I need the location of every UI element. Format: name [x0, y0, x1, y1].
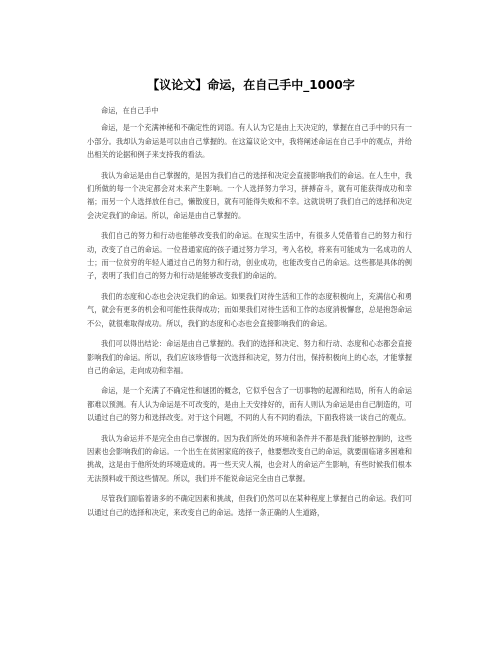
- paragraph: 我们的态度和心态也会决定我们的命运。如果我们对待生活和工作的态度积极向上，充满信心和勇气，就会有更多的机会和可能性获得成功；而如果我们对待生活和工作的态度消极懈怠，总是抱怨命运不公，就很难取得成功。所以，我们的态度和心态也会直接影响我们的命运。: [87, 291, 412, 328]
- paragraph: 尽管我们面临着诸多的不确定因素和挑战，但我们仍然可以在某种程度上掌握自己的命运。我们可以通过自己的选择和决定，来改变自己的命运。选择一条正确的人生道路，: [87, 494, 412, 517]
- document-title: 【议论文】命运，在自己手中_1000字: [147, 78, 355, 92]
- paragraph-subtitle: 命运，在自己手中: [101, 106, 159, 115]
- paragraph: 我们可以得出结论：命运是由自己掌握的。我们的选择和决定、努力和行动、态度和心态都会直接影响我们的命运。所以，我们应该珍惜每一次选择和决定，努力付出，保持积极向上的心态，才能掌握自己的命运，走向成功和幸福。: [87, 339, 412, 375]
- paragraph: 我认为命运是由自己掌握的，是因为我们自己的选择和决定会直接影响我们的命运。在人生中，我们所做的每一个决定都会对未来产生影响。一个人选择努力学习，拼搏奋斗，就有可能获得成功和幸福；而另一个人选择放任自己，懒散度日，就有可能得失败和不幸。这就说明了我们自己的选择和决定会决定我们的命运。所以，命运是由自己掌握的。: [87, 170, 412, 220]
- paragraph: 我们自己的努力和行动也能够改变我们的命运。在现实生活中，有很多人凭借着自己的努力和行动，改变了自己的命运。一位普通家庭的孩子通过努力学习，考入名校，将来有可能成为一名成功的人士；而一位贫穷的年轻人通过自己的努力和行动，创业成功，也能改变自己的命运。这些都是具体的例子，表明了我们自己的努力和行动是能够改变我们的命运的。: [87, 231, 412, 281]
- paragraph: 命运，是一个充满了不确定性和谜团的概念，它似乎包含了一切事物的起源和结局，所有人的命运都难以预测。有人认为命运是不可改变的，是由上天安排好的，而有人则认为命运是由自己制造的，可以通过自己的努力和选择改变。对于这个问题，不同的人有不同的看法，下面我将谈一谈自己的观点。: [87, 386, 412, 423]
- paragraph: 命运，是一个充满神秘和不确定性的词语。有人认为它是由上天决定的，掌握在自己手中的只有一小部分。我却认为命运是可以由自己掌握的。在这篇议论文中，我将阐述命运在自己手中的观点，并给出相关的论据和例子来支持我的看法。: [87, 123, 412, 160]
- paragraph: 我认为命运并不是完全由自己掌握的。因为我们所处的环境和条件并不都是我们能够控制的，这些因素也会影响我们的命运。一个出生在贫困家庭的孩子，他要想改变自己的命运，就要面临诸多困难和挑战，这是由于他所处的环境造成的。再一些天灾人祸，也会对人的命运产生影响，有些时候我们根本无法预料或干预这些情况。所以，我们并不能说命运完全由自己掌握。: [87, 433, 412, 483]
- document-body: [87, 104, 412, 526]
